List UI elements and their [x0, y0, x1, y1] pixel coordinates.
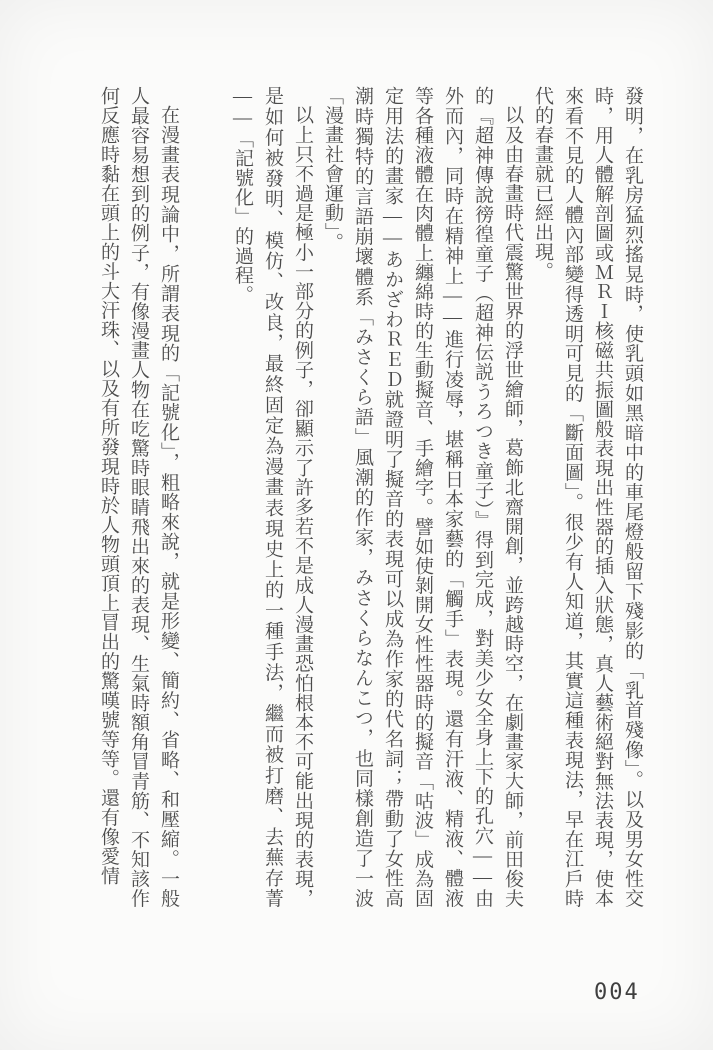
body-text: [93, 86, 647, 908]
paragraph: 以及由春畫時代震驚世界的浮世繪師，葛飾北齋開創，並跨越時空，在劇畫家大師，前田俊夫的『超神傳說徬徨童子（超神伝説うろつき童子）』得到完成，對美少女全身上下的孔穴——由外而內，同時在精神上——進行凌辱，堪稱日本家藝的「觸手」表現。還有汗液、精液、體液等各種液體在肉體上纏綿時的生動擬音、手繪字。譬如使剝開女性性器時的擬音「咕波」成為固定用法的畫家——あかざわＲＥＤ就證明了擬音的表現可以成為作家的代名詞；帶動了女性高潮時獨特的言語崩壞體系「みさくら語」風潮的作家，みさくらなんこつ，也同樣創造了一波「漫畫社會運動」。: [322, 86, 523, 908]
paragraph: 在漫畫表現論中，所謂表現的「記號化」，粗略來說，就是形變、簡約、省略、和壓縮。一般人最容易想到的例子，有像漫畫人物在吃驚時眼睛飛出來的表現、生氣時額角冒青筋、不知該作何反應時黏在頭上的斗大汗珠、以及有所發現時於人物頭頂上冒出的驚嘆號等等。還有像愛情: [98, 86, 179, 908]
paragraph-continuation: 發明，在乳房猛烈搖晃時，使乳頭如黑暗中的車尾燈般留下殘影的「乳首殘像」。以及男女性交時，用人體解剖圖或ＭＲＩ核磁共振圖般表現出性器的插入狀態，真人藝術絕對無法表現，使本來看不見的人體內部變得透明可見的「斷面圖」。很少有人知道，其實這種表現法，早在江戶時代的春畫就已經出現。: [532, 86, 643, 908]
paragraph: 以上只不過是極小一部分的例子，卻顯示了許多若不是成人漫畫恐怕根本不可能出現的表現，是如何被發明、模仿、改良，最終固定為漫畫表現史上的一種手法，繼而被打磨、去蕪存菁——「記號化」的過程。: [232, 86, 313, 908]
page-number: 004: [594, 980, 640, 1005]
